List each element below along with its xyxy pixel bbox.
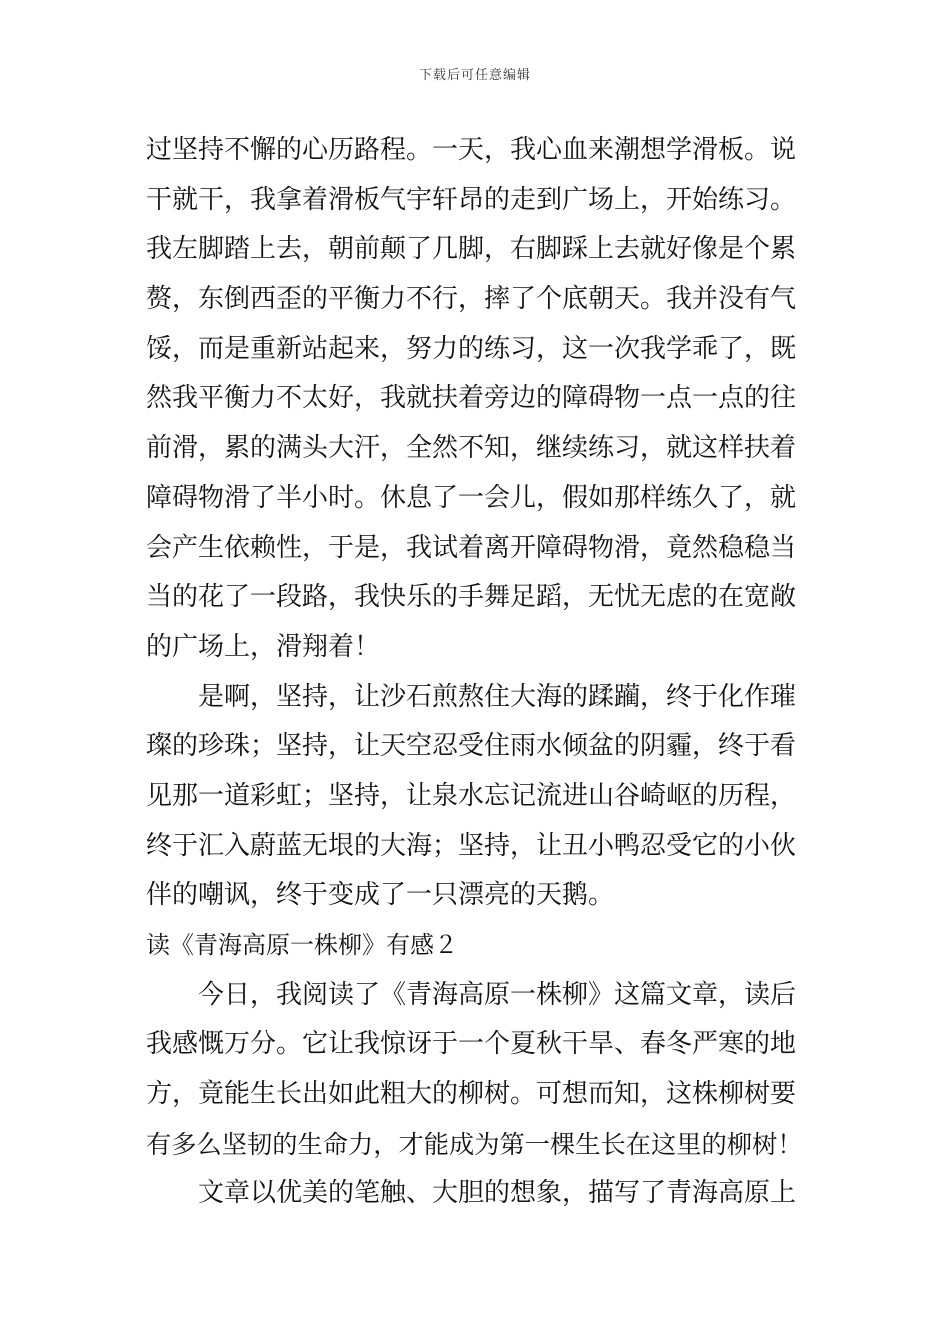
text-line: 馁，而是重新站起来，努力的练习，这一次我学乖了，既	[146, 333, 797, 364]
text-line: 前滑，累的满头大汗，全然不知，继续练习，就这样扶着	[146, 433, 797, 464]
paragraph-first-line: 文章以优美的笔触、大胆的想象，描写了青海高原上	[198, 1178, 797, 1209]
text-line: 方，竟能生长出如此粗大的柳树。可想而知，这株柳树要	[146, 1079, 797, 1110]
text-line: 的广场上，滑翔着！	[146, 631, 381, 662]
text-line: 当的花了一段路，我快乐的手舞足蹈，无忧无虑的在宽敞	[146, 582, 797, 613]
page-header: 下载后可任意编辑	[418, 68, 531, 83]
paragraph-first-line: 是啊，坚持，让沙石煎熬住大海的蹂躏，终于化作璀	[198, 681, 797, 712]
text-line: 有多么坚韧的生命力，才能成为第一棵生长在这里的柳树！	[146, 1129, 803, 1159]
text-line: 我感慨万分。它让我惊讶于一个夏秋干旱、春冬严寒的地	[146, 1029, 797, 1060]
text-line: 会产生依赖性，于是，我试着离开障碍物滑，竟然稳稳当	[146, 532, 797, 563]
text-line: 干就干，我拿着滑板气宇轩昂的走到广场上，开始练习。	[146, 184, 797, 215]
text-line: 终于汇入蔚蓝无垠的大海；坚持，让丑小鸭忍受它的小伙	[146, 830, 797, 861]
text-line: 伴的嘲讽，终于变成了一只漂亮的天鹅。	[146, 880, 615, 911]
text-line: 见那一道彩虹；坚持，让泉水忘记流进山谷崎岖的历程，	[146, 780, 797, 811]
text-line: 我左脚踏上去，朝前颠了几脚，右脚踩上去就好像是个累	[146, 234, 797, 265]
paragraph-first-line: 今日，我阅读了《青海高原一株柳》这篇文章，读后	[198, 979, 797, 1010]
text-line: 赘，东倒西歪的平衡力不行，摔了个底朝天。我并没有气	[146, 284, 797, 315]
section-heading: 读《青海高原一株柳》有感２	[146, 931, 458, 959]
text-line: 过坚持不懈的心历路程。一天，我心血来潮想学滑板。说	[146, 135, 797, 165]
document-body	[146, 126, 806, 1219]
text-line: 然我平衡力不太好，我就扶着旁边的障碍物一点一点的往	[146, 383, 797, 414]
text-line: 障碍物滑了半小时。休息了一会儿，假如那样练久了，就	[146, 482, 797, 513]
text-line: 璨的珍珠；坚持，让天空忍受住雨水倾盆的阴霾，终于看	[146, 731, 797, 762]
